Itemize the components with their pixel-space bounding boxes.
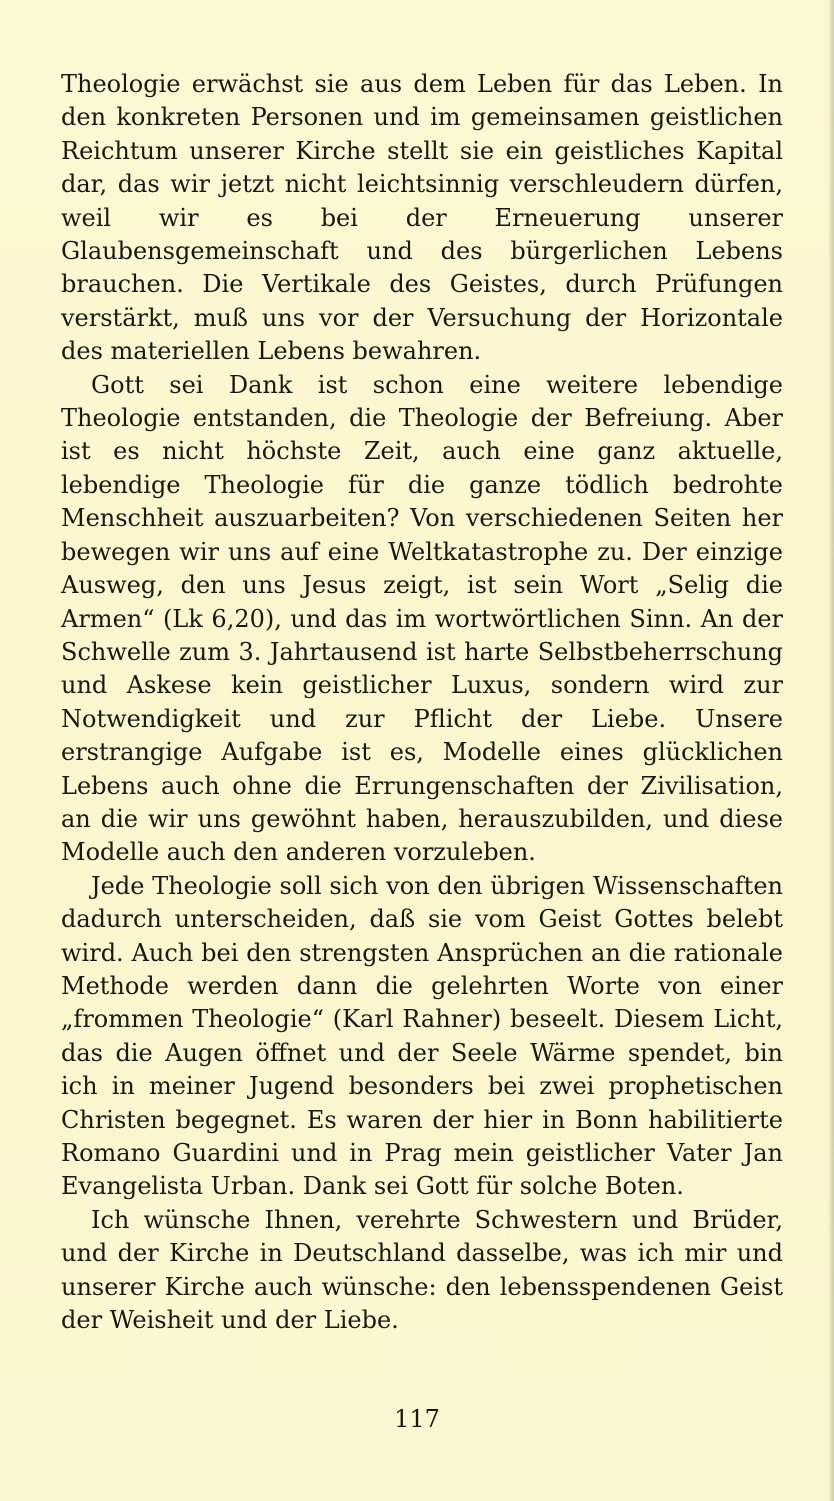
page-edge-shadow xyxy=(828,0,834,1501)
paragraph-4: Ich wünsche Ihnen, verehrte Schwestern und Brüder, und der Kirche in Deutschland dasselbe, was ich mir und unserer Kirche auch wünsche: den lebensspendenen Geist der Weisheit und der Liebe. xyxy=(61,1205,783,1335)
paragraph-2: Gott sei Dank ist schon eine weitere lebendige Theologie entstanden, die Theologie der Befreiung. Aber ist es nicht höchste Zeit, auch eine ganz aktuelle, lebendige Theologie für die ganze tödlich bedrohte Menschheit auszuarbeiten? Von verschiedenen Seiten her bewegen wir uns auf eine Weltkatastrophe zu. Der einzige Ausweg, den uns Jesus zeigt, ist sein Wort „Selig die Armen“ (Lk 6,20), und das im wortwörtlichen Sinn. An der Schwelle zum 3. Jahrtausend ist harte Selbstbeherrschung und Askese kein geistlicher Luxus, sondern wird zur Notwendigkeit und zur Pflicht der Liebe. Unsere erstrangige Aufgabe ist es, Modelle eines glücklichen Lebens auch ohne die Errungenschaften der Zivilisation, an die wir uns gewöhnt haben, herauszubilden, und diese Modelle auch den anderen vorzuleben. xyxy=(61,370,783,867)
paragraph-1: Theologie erwächst sie aus dem Leben für das Leben. In den konkreten Personen und im gemeinsamen geistlichen Reichtum unserer Kirche stellt sie ein geistliches Kapital dar, das wir jetzt nicht leichtsinnig verschleudern dürfen, weil wir es bei der Erneuerung unserer Glaubensgemeinschaft und des bürgerlichen Lebens brauchen. Die Vertikale des Geistes, durch Prüfungen verstärkt, muß uns vor der Versuchung der Horizontale des materiellen Lebens bewahren. xyxy=(61,70,783,366)
page-number: 117 xyxy=(394,1405,440,1433)
paragraph-3: Jede Theologie soll sich von den übrigen Wissenschaften dadurch unterscheiden, daß sie vom Geist Gottes belebt wird. Auch bei den strengsten Ansprüchen an die rationale Methode werden dann die gelehrten Worte von einer „frommen Theologie“ (Karl Rahner) beseelt. Diesem Licht, das die Augen öffnet und der Seele Wärme spendet, bin ich in meiner Jugend besonders bei zwei prophetischen Christen begegnet. Es waren der hier in Bonn habilitierte Romano Guardini und in Prag mein geistlicher Vater Jan Evangelista Urban. Dank sei Gott für solche Boten. xyxy=(61,871,783,1201)
body-text xyxy=(61,68,783,1337)
